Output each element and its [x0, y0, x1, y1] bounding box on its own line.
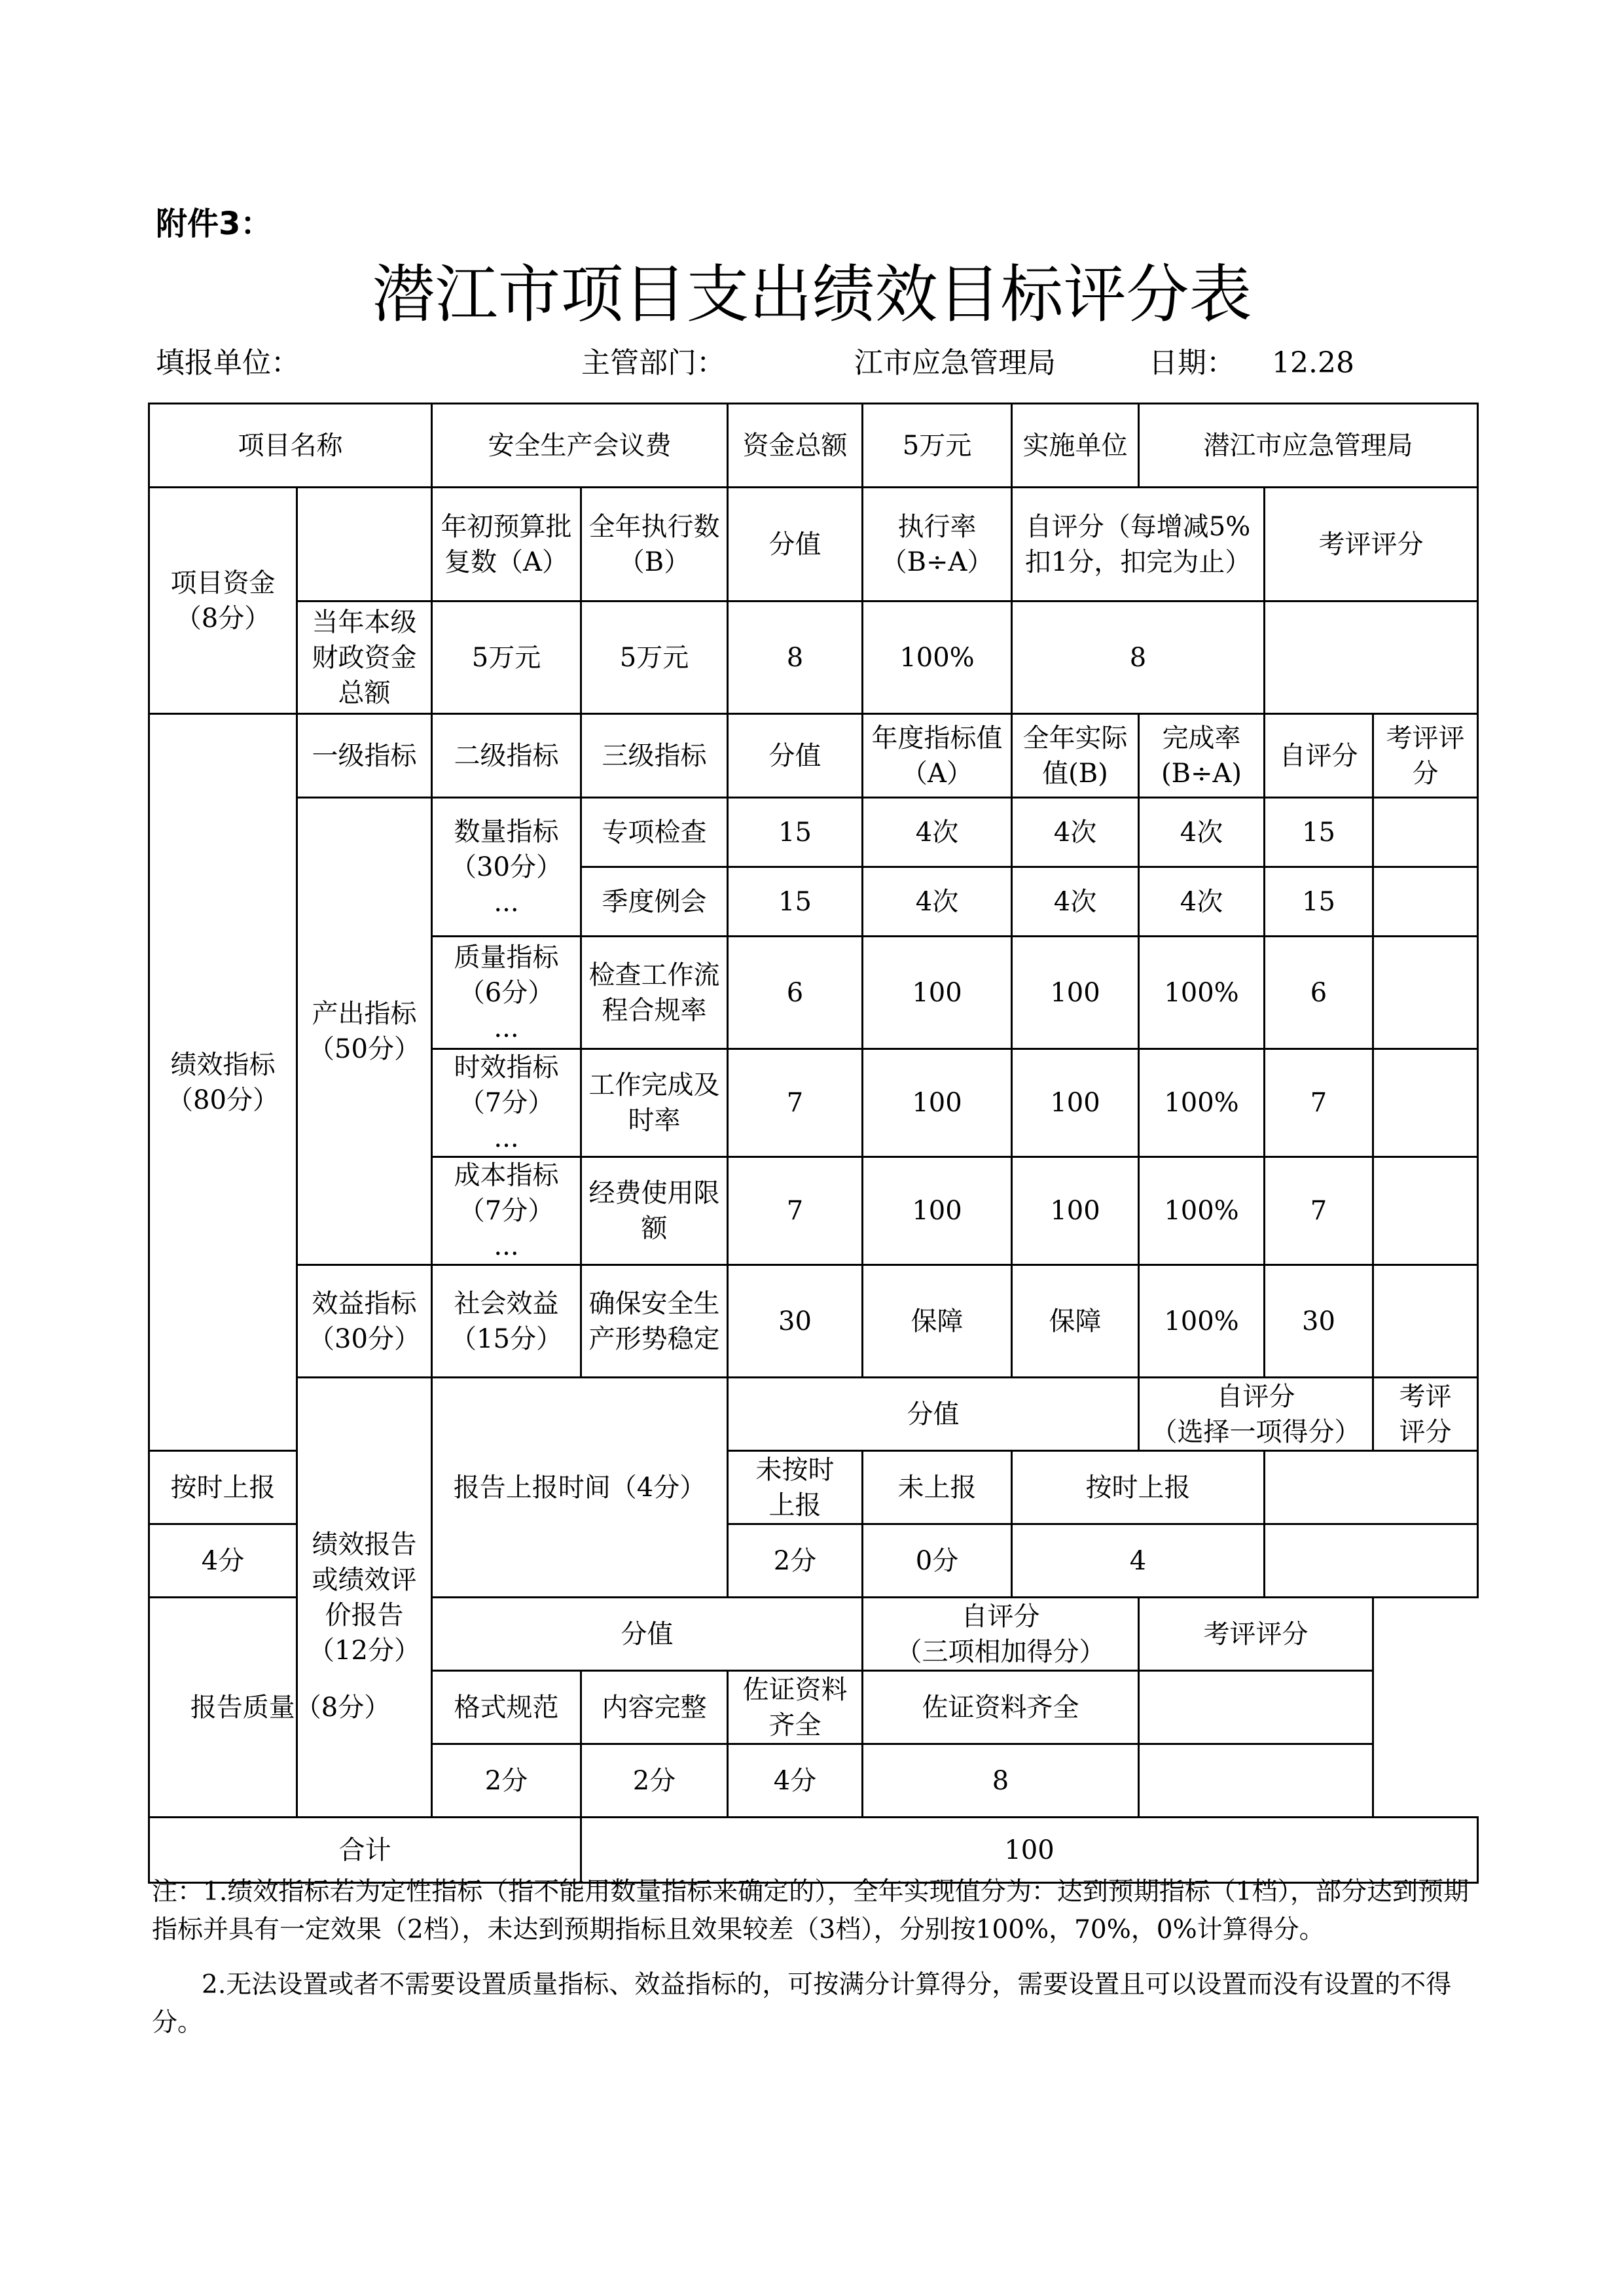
indicator-completion: 100% [1139, 1049, 1265, 1157]
funds-self-score-header: 自评分（每增减5%扣1分，扣完为止） [1012, 488, 1265, 601]
attachment-label: 附件3： [156, 206, 272, 242]
indicator-target: 4次 [863, 867, 1012, 937]
indicator-review-score [1373, 1157, 1478, 1265]
indicator-name: 专项检查 [581, 798, 728, 867]
indicator-score: 15 [728, 798, 863, 867]
level1-header: 一级指标 [297, 714, 432, 798]
timing-review-score [1265, 1524, 1478, 1598]
reporting-unit-label: 填报单位： [156, 346, 300, 380]
indicator-self-score: 15 [1265, 867, 1373, 937]
department-value: 江市应急管理局 [854, 346, 1056, 380]
funds-budget: 5万元 [432, 601, 581, 714]
timing-self-choice: 按时上报 [1012, 1451, 1265, 1524]
note-2: 2.无法设置或者不需要设置质量指标、效益指标的，可按满分计算得分，需要设置且可以设置而没有设置的不得分。 [152, 1970, 1452, 2037]
indicator-completion: 4次 [1139, 798, 1265, 867]
indicator-score: 7 [728, 1157, 863, 1265]
benefit-indicator-label: 效益指标 （30分） [297, 1265, 432, 1378]
cost-indicator-label: 成本指标 （7分） ... [432, 1157, 581, 1265]
actual-header: 全年实际值(B) [1012, 714, 1139, 798]
indicator-completion: 100% [1139, 1265, 1265, 1378]
date-label: 日期： [1149, 346, 1235, 380]
indicator-actual: 100 [1012, 1049, 1139, 1157]
social-benefit-label: 社会效益 （15分） [432, 1265, 581, 1378]
impl-unit: 潜江市应急管理局 [1139, 404, 1478, 488]
indicator-self-score: 6 [1265, 937, 1373, 1049]
report-quality-label: 报告质量（8分） [149, 1598, 432, 1818]
department-label: 主管部门： [581, 346, 725, 380]
timing-points: 2分 [728, 1524, 863, 1598]
total-label: 合计 [149, 1818, 581, 1883]
funds-row-label: 当年本级财政资金总额 [297, 601, 432, 714]
total-funds: 5万元 [863, 404, 1012, 488]
timing-option: 未按时 上报 [728, 1451, 863, 1524]
timing-review-header: 考评 评分 [1373, 1378, 1478, 1451]
timing-review-cell [1265, 1451, 1478, 1524]
output-indicator-label: 产出指标 （50分） [297, 798, 432, 1265]
report-timing-label: 报告上报时间（4分） [432, 1378, 728, 1598]
indicator-completion: 100% [1139, 937, 1265, 1049]
completion-header: 完成率(B÷A) [1139, 714, 1265, 798]
indicator-score: 6 [728, 937, 863, 1049]
indicator-name: 确保安全生产形势稳定 [581, 1265, 728, 1378]
quality-review-header: 考评评分 [1139, 1598, 1373, 1671]
indicator-review-score [1373, 937, 1478, 1049]
indicator-self-score: 7 [1265, 1049, 1373, 1157]
timing-points: 0分 [863, 1524, 1012, 1598]
impl-unit-label: 实施单位 [1012, 404, 1139, 488]
executed-header: 全年执行数（B） [581, 488, 728, 601]
level3-header: 三级指标 [581, 714, 728, 798]
indicator-actual: 4次 [1012, 867, 1139, 937]
budget-header: 年初预算批复数（A） [432, 488, 581, 601]
indicator-completion: 4次 [1139, 867, 1265, 937]
indicator-name: 经费使用限额 [581, 1157, 728, 1265]
timeliness-indicator-label: 时效指标 （7分） ... [432, 1049, 581, 1157]
indicator-review-score [1373, 1049, 1478, 1157]
quality-points: 4分 [728, 1744, 863, 1818]
notes [152, 1873, 1487, 2042]
funds-review-header: 考评评分 [1265, 488, 1478, 601]
quality-indicator-label: 质量指标 （6分） ... [432, 937, 581, 1049]
quality-self-score: 8 [863, 1744, 1139, 1818]
indicator-self-score: 30 [1265, 1265, 1373, 1378]
indicator-actual: 4次 [1012, 798, 1139, 867]
funds-section-label: 项目资金 （8分） [149, 488, 297, 714]
indicator-target: 100 [863, 1049, 1012, 1157]
level2-header: 二级指标 [432, 714, 581, 798]
perf-self-header: 自评分 [1265, 714, 1373, 798]
quality-self-header: 自评分 （三项相加得分） [863, 1598, 1139, 1671]
date-value: 12.28 [1272, 346, 1354, 380]
indicator-review-score [1373, 1265, 1478, 1378]
exec-rate-header: 执行率（B÷A） [863, 488, 1012, 601]
indicator-actual: 100 [1012, 1157, 1139, 1265]
funds-score-header: 分值 [728, 488, 863, 601]
timing-self-header: 自评分 （选择一项得分） [1139, 1378, 1373, 1451]
perf-review-header: 考评评分 [1373, 714, 1478, 798]
funds-self-score: 8 [1012, 601, 1265, 714]
quality-review-score [1139, 1744, 1373, 1818]
indicator-target: 100 [863, 937, 1012, 1049]
note-1: 注：1.绩效指标若为定性指标（指不能用数量指标来确定的），全年实现值分为：达到预期指标（1档），部分达到预期指标并具有一定效果（2档），未达到预期指标且效果较差（3档），分别按100%，70%，0%计算得分。 [152, 1877, 1470, 1945]
funds-executed: 5万元 [581, 601, 728, 714]
quality-points: 2分 [432, 1744, 581, 1818]
indicator-name: 季度例会 [581, 867, 728, 937]
indicator-target: 保障 [863, 1265, 1012, 1378]
total-funds-label: 资金总额 [728, 404, 863, 488]
timing-self-score: 4 [1012, 1524, 1265, 1598]
project-name-label: 项目名称 [149, 404, 432, 488]
funds-score: 8 [728, 601, 863, 714]
page-title: 潜江市项目支出绩效目标评分表 [372, 258, 1252, 331]
funds-blank-header [297, 488, 432, 601]
quality-self-choice: 佐证资料齐全 [863, 1671, 1139, 1744]
indicator-actual: 保障 [1012, 1265, 1139, 1378]
score-table [148, 403, 1479, 1884]
quality-points: 2分 [581, 1744, 728, 1818]
indicator-self-score: 15 [1265, 798, 1373, 867]
annual-target-header: 年度指标值（A） [863, 714, 1012, 798]
report-section-label: 绩效报告 或绩效评 价报告 （12分） [297, 1378, 432, 1818]
indicator-target: 100 [863, 1157, 1012, 1265]
funds-exec-rate: 100% [863, 601, 1012, 714]
indicator-review-score [1373, 798, 1478, 867]
timing-points: 4分 [149, 1524, 297, 1598]
indicator-name: 工作完成及时率 [581, 1049, 728, 1157]
quality-score-header: 分值 [432, 1598, 863, 1671]
timing-score-header: 分值 [728, 1378, 1139, 1451]
timing-option: 按时上报 [149, 1451, 297, 1524]
perf-section-label: 绩效指标 （80分） [149, 714, 297, 1451]
indicator-self-score: 7 [1265, 1157, 1373, 1265]
quality-option: 佐证资料 齐全 [728, 1671, 863, 1744]
perf-score-header: 分值 [728, 714, 863, 798]
indicator-score: 7 [728, 1049, 863, 1157]
quantity-indicator-label: 数量指标 （30分） ... [432, 798, 581, 937]
indicator-actual: 100 [1012, 937, 1139, 1049]
total-value: 100 [581, 1818, 1478, 1883]
indicator-score: 15 [728, 867, 863, 937]
indicator-review-score [1373, 867, 1478, 937]
project-name: 安全生产会议费 [432, 404, 728, 488]
indicator-name: 检查工作流程合规率 [581, 937, 728, 1049]
funds-review-score [1265, 601, 1478, 714]
timing-option: 未上报 [863, 1451, 1012, 1524]
quality-review-cell [1139, 1671, 1373, 1744]
indicator-score: 30 [728, 1265, 863, 1378]
indicator-target: 4次 [863, 798, 1012, 867]
quality-option: 格式规范 [432, 1671, 581, 1744]
quality-option: 内容完整 [581, 1671, 728, 1744]
indicator-completion: 100% [1139, 1157, 1265, 1265]
